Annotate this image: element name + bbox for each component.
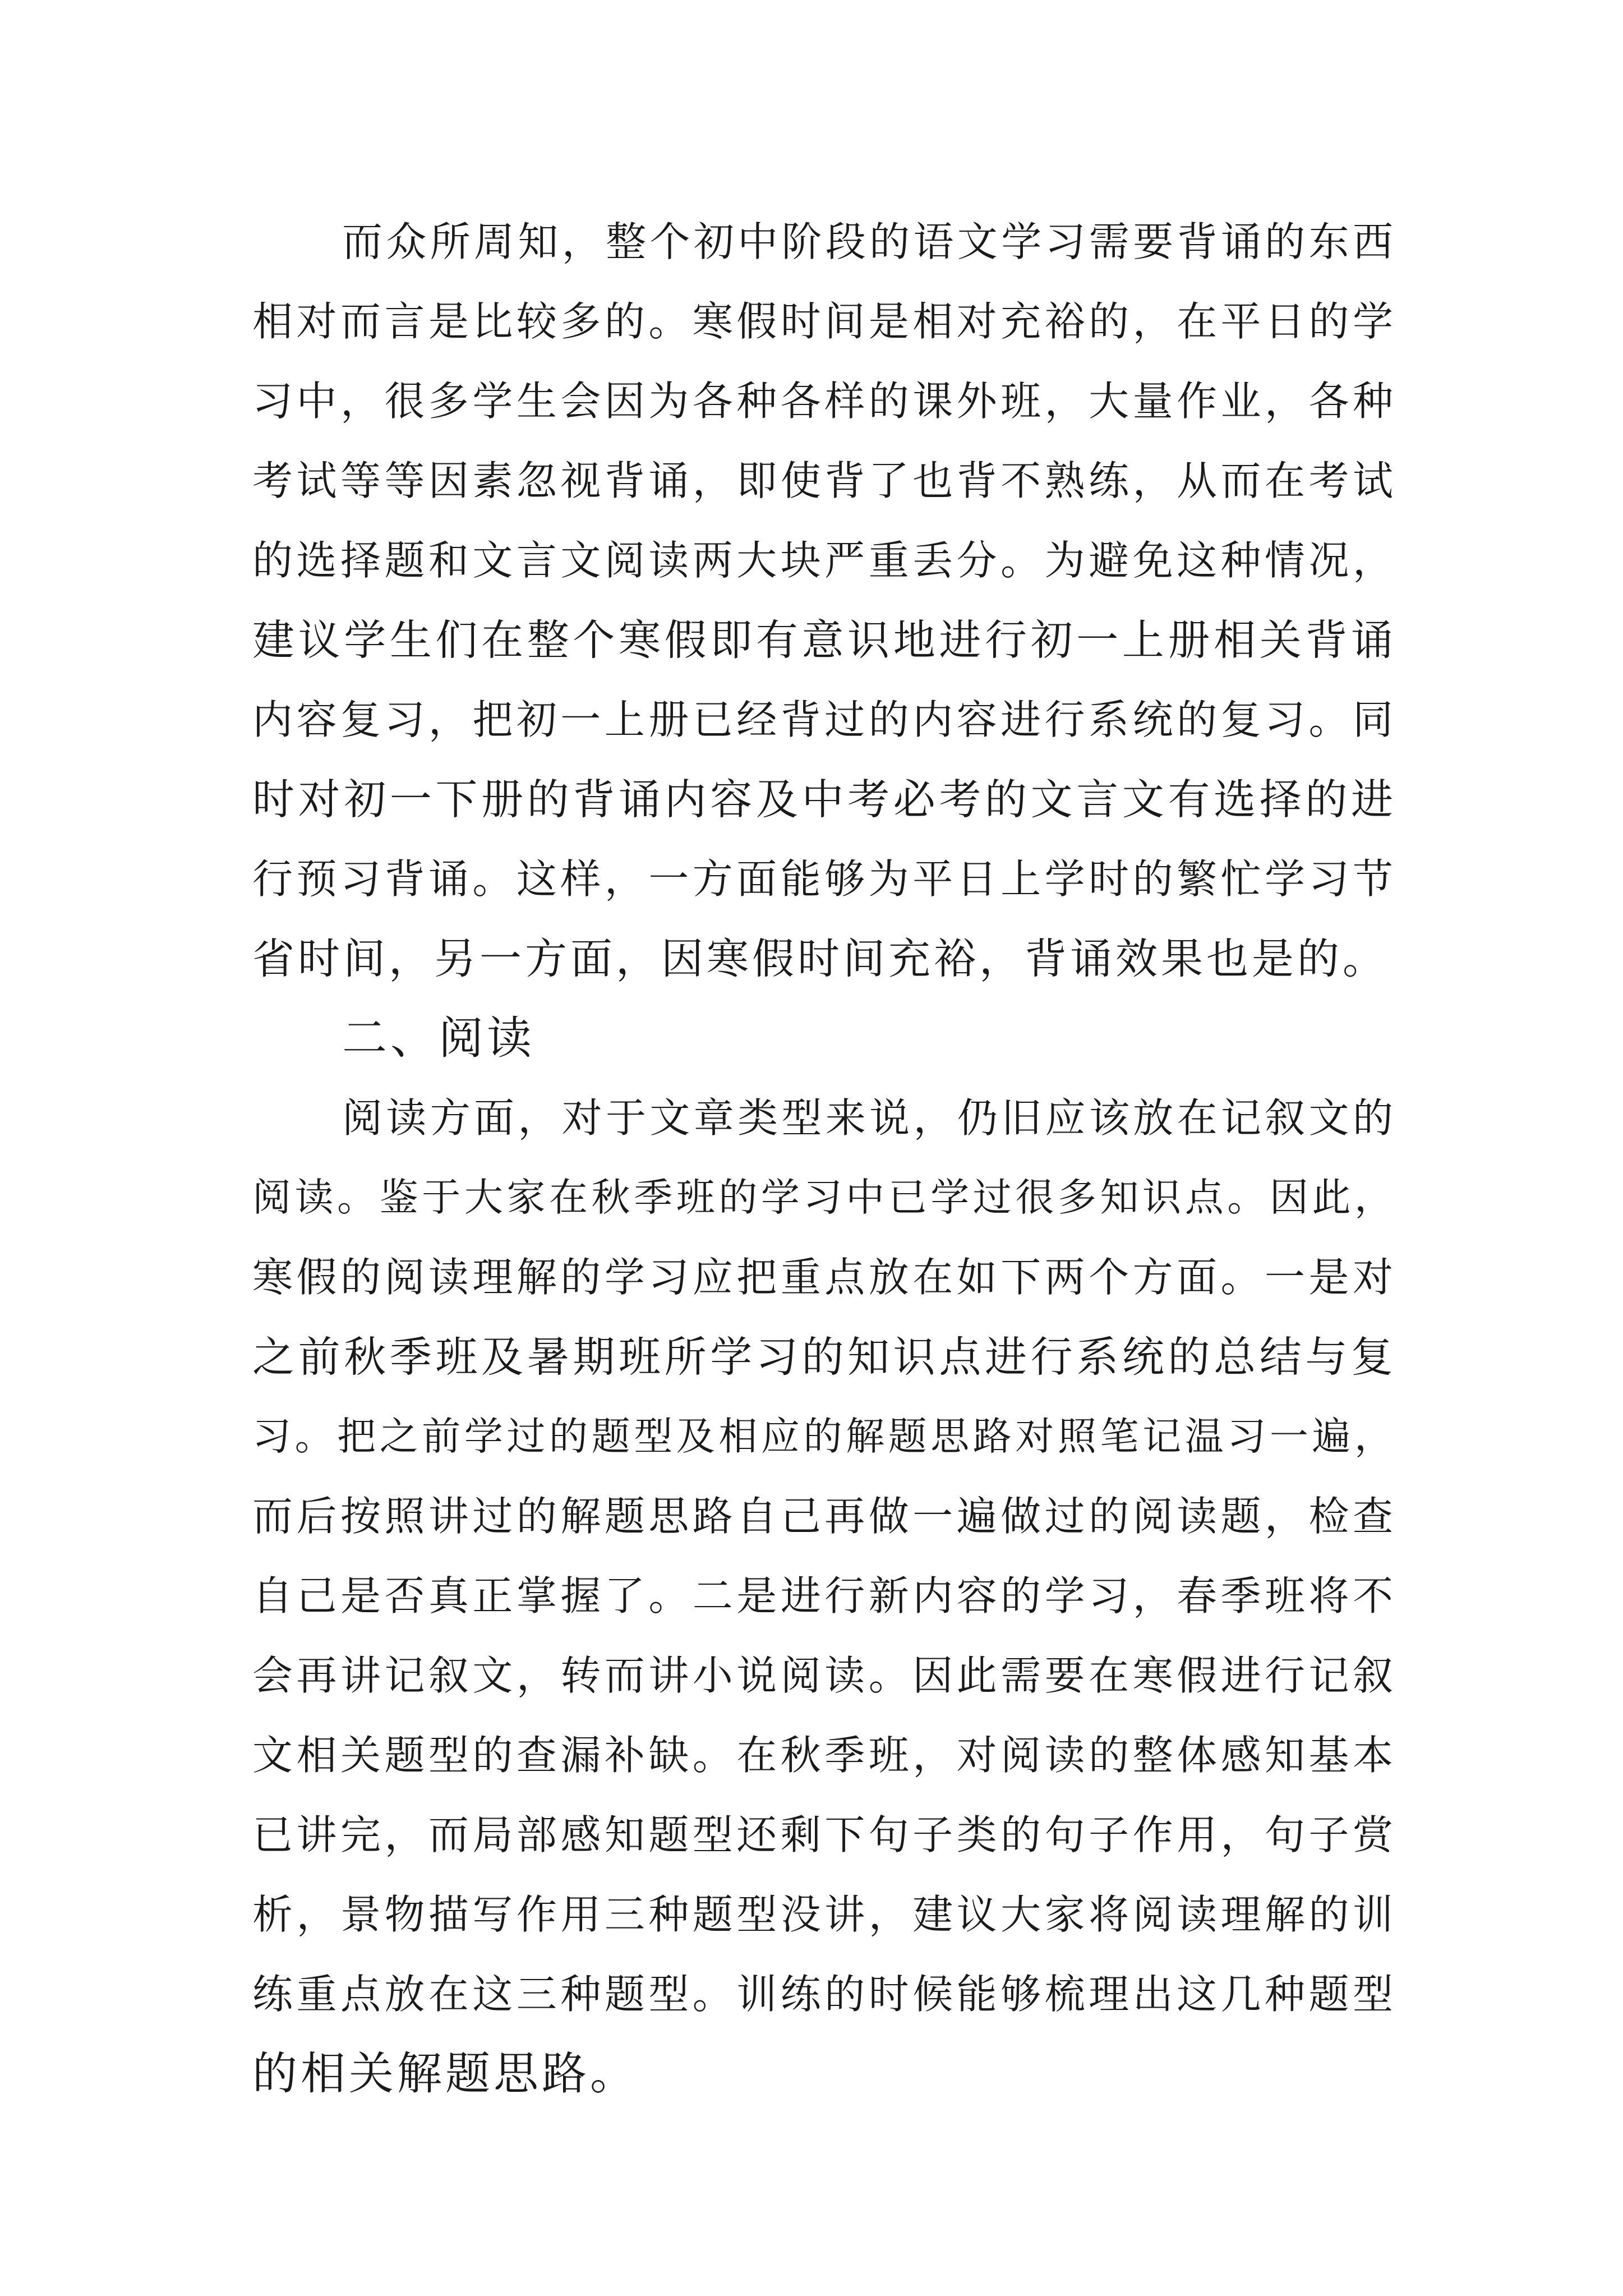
paragraph-2-line-1: 阅读方面，对于文章类型来说，仍旧应该放在记叙文的 <box>342 1094 1396 1142</box>
paragraph-2-line-5: 习。把之前学过的题型及相应的解题思路对照笔记温习一遍， <box>252 1414 1396 1459</box>
paragraph-2-line-6: 而后按照讲过的解题思路自己再做一遍做过的阅读题，检查 <box>252 1493 1396 1540</box>
paragraph-1-line-8: 时对初一下册的背诵内容及中考必考的文言文有选择的进 <box>252 775 1396 824</box>
paragraph-2-line-9: 文相关题型的查漏补缺。在秋季班，对阅读的整体感知基本 <box>252 1732 1396 1779</box>
paragraph-2-line-12: 练重点放在这三种题型。训练的时候能够梳理出这几种题型 <box>252 1971 1396 2018</box>
paragraph-2-line-13: 的相关解题思路。 <box>252 2047 638 2100</box>
paragraph-1-line-9: 行预习背诵。这样，一方面能够为平日上学时的繁忙学习节 <box>252 855 1396 903</box>
paragraph-1-line-4: 考试等等因素忽视背诵，即使背了也背不熟练，从而在考试 <box>252 457 1396 504</box>
paragraph-2-line-4: 之前秋季班及暑期班所学习的知识点进行系统的总结与复 <box>252 1332 1396 1382</box>
paragraph-2-line-11: 析，景物描写作用三种题型没讲，建议大家将阅读理解的训 <box>252 1891 1396 1938</box>
paragraph-1-line-3: 习中，很多学生会因为各种各样的课外班，大量作业，各种 <box>252 378 1396 425</box>
paragraph-1-line-2: 相对而言是比较多的。寒假时间是相对充裕的，在平日的学 <box>252 298 1396 345</box>
section-heading-reading: 二、阅读 <box>342 1012 535 1064</box>
paragraph-2-line-8: 会再讲记叙文，转而讲小说阅读。因此需要在寒假进行记叙 <box>252 1652 1396 1699</box>
paragraph-1-line-6: 建议学生们在整个寒假即有意识地进行初一上册相关背诵 <box>252 615 1396 665</box>
paragraph-2-line-3: 寒假的阅读理解的学习应把重点放在如下两个方面。一是对 <box>252 1254 1396 1301</box>
paragraph-1-line-10: 省时间，另一方面，因寒假时间充裕，背诵效果也是的。 <box>252 934 1389 983</box>
paragraph-1-line-5: 的选择题和文言文阅读两大块严重丢分。为避免这种情况， <box>252 537 1396 584</box>
paragraph-1-line-1: 而众所周知，整个初中阶段的语文学习需要背诵的东西 <box>342 218 1396 265</box>
paragraph-1-line-7: 内容复习，把初一上册已经背过的内容进行系统的复习。同 <box>252 696 1396 743</box>
paragraph-2-line-10: 已讲完，而局部感知题型还剩下句子类的句子作用，句子赏 <box>252 1811 1396 1858</box>
paragraph-2-line-2: 阅读。鉴于大家在秋季班的学习中已学过很多知识点。因此， <box>252 1175 1396 1220</box>
paragraph-2-line-7: 自己是否真正掌握了。二是进行新内容的学习，春季班将不 <box>252 1572 1396 1619</box>
